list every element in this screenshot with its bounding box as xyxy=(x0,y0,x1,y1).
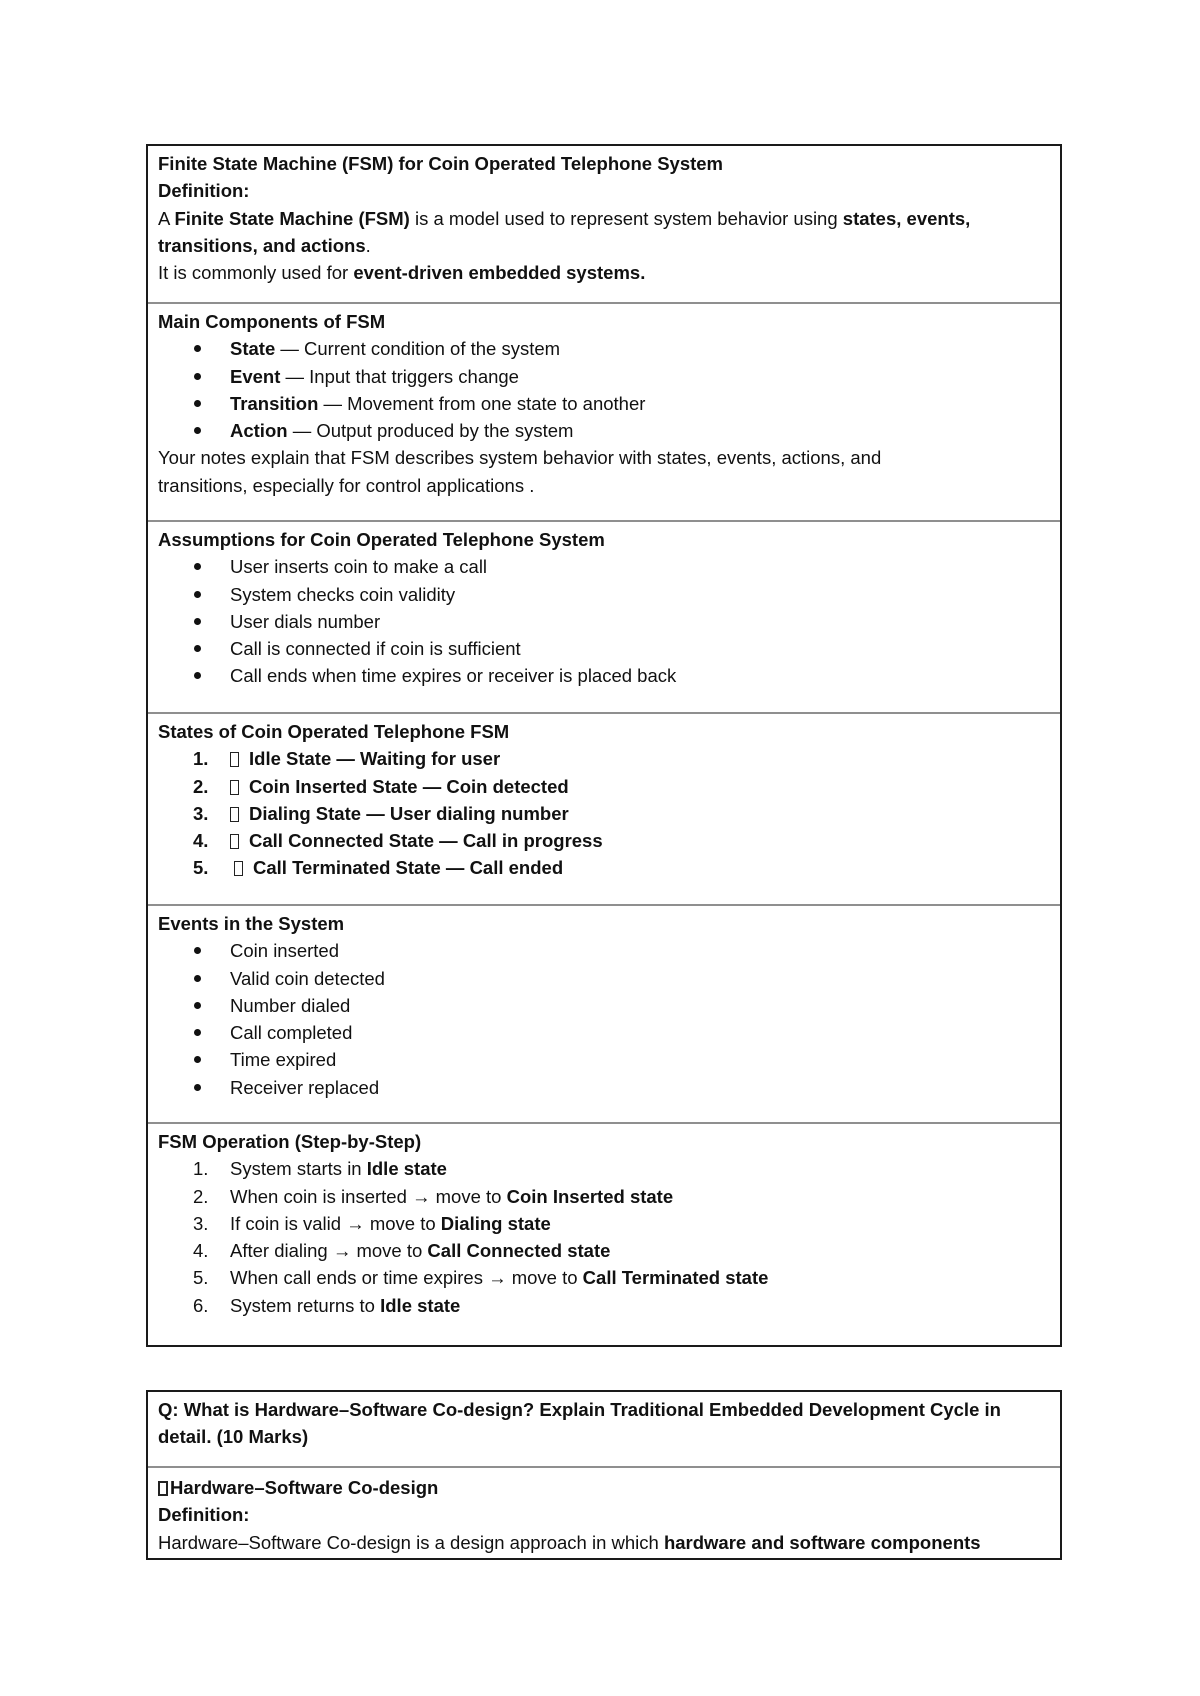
missing-glyph-icon xyxy=(234,861,243,876)
missing-glyph-icon xyxy=(230,780,239,795)
assumptions-heading: Assumptions for Coin Operated Telephone System xyxy=(158,529,605,550)
components-heading: Main Components of FSM xyxy=(158,311,386,332)
events-list xyxy=(158,937,1050,1101)
assumptions-list xyxy=(158,553,1050,689)
components-list xyxy=(158,335,1050,444)
definition-line-3: It is commonly used for event-driven embedded systems. xyxy=(158,262,646,284)
components-note-2: transitions, especially for control applications . xyxy=(158,474,535,496)
list-item: Event — Input that triggers change xyxy=(158,363,1050,390)
list-item: State — Current condition of the system xyxy=(158,335,1050,362)
list-item: User dials number xyxy=(158,608,1050,635)
codesign-heading: Hardware–Software Co-design xyxy=(158,1474,1050,1501)
list-item: System checks coin validity xyxy=(158,581,1050,608)
list-item: User inserts coin to make a call xyxy=(158,553,1050,580)
list-item: 5. When call ends or time expires → move to Call Terminated state xyxy=(193,1267,769,1289)
list-item: 2. Coin Inserted State — Coin detected xyxy=(193,775,569,797)
fsm-operation-section xyxy=(148,1122,1060,1319)
missing-glyph-icon xyxy=(230,834,239,849)
states-heading: States of Coin Operated Telephone FSM xyxy=(158,721,510,742)
codesign-table xyxy=(146,1390,1062,1560)
list-item: 3. Dialing State — User dialing number xyxy=(193,802,569,824)
fsm-table xyxy=(146,144,1062,1347)
list-item: 4. Call Connected State — Call in progress xyxy=(193,830,603,852)
list-item: Coin inserted xyxy=(158,937,1050,964)
list-item: Call ends when time expires or receiver is placed back xyxy=(158,662,1050,689)
fsm-components-section xyxy=(148,302,1060,499)
missing-glyph-icon xyxy=(230,807,239,822)
fsm-events-section xyxy=(148,904,1060,1101)
codesign-question-section xyxy=(148,1396,1060,1451)
list-item: 4. After dialing → move to Call Connected state xyxy=(193,1240,611,1262)
list-item: Call is connected if coin is sufficient xyxy=(158,635,1050,662)
fsm-assumptions-section xyxy=(148,520,1060,690)
fsm-title: Finite State Machine (FSM) for Coin Operated Telephone System xyxy=(158,153,724,174)
list-item: Receiver replaced xyxy=(158,1074,1050,1101)
list-item: Time expired xyxy=(158,1046,1050,1073)
missing-glyph-icon xyxy=(230,752,239,767)
components-note-1: Your notes explain that FSM describes system behavior with states, events, actions, and xyxy=(158,447,882,469)
fsm-definition-section xyxy=(148,150,1060,286)
fsm-states-section xyxy=(148,712,1060,882)
events-heading: Events in the System xyxy=(158,913,345,934)
question-line-2: detail. (10 Marks) xyxy=(158,1426,309,1448)
list-item: Call completed xyxy=(158,1019,1050,1046)
list-item: Transition — Movement from one state to another xyxy=(158,390,1050,417)
definition-line-1: A Finite State Machine (FSM) is a model used to represent system behavior using states, events, xyxy=(158,207,971,229)
states-list xyxy=(158,745,1050,881)
list-item: 3. If coin is valid → move to Dialing state xyxy=(193,1212,551,1234)
codesign-definition-heading: Definition: xyxy=(158,1504,250,1526)
definition-line-2: transitions, and actions. xyxy=(158,234,371,256)
list-item: Valid coin detected xyxy=(158,965,1050,992)
codesign-definition-section xyxy=(148,1466,1060,1556)
question-line-1: Q: What is Hardware–Software Co-design? Explain Traditional Embedded Development Cycle in xyxy=(158,1399,1001,1420)
missing-glyph-icon xyxy=(158,1481,168,1496)
list-item: 6. System returns to Idle state xyxy=(193,1294,461,1316)
list-item: Number dialed xyxy=(158,992,1050,1019)
list-item: 1. Idle State — Waiting for user xyxy=(193,748,501,770)
operation-heading: FSM Operation (Step-by-Step) xyxy=(158,1131,422,1152)
list-item: 1. System starts in Idle state xyxy=(193,1158,447,1180)
operation-list xyxy=(158,1155,1050,1319)
definition-heading: Definition: xyxy=(158,180,250,202)
list-item: 2. When coin is inserted → move to Coin Inserted state xyxy=(193,1185,674,1207)
list-item: 5. Call Terminated State — Call ended xyxy=(193,857,564,879)
list-item: Action — Output produced by the system xyxy=(158,417,1050,444)
codesign-definition-line: Hardware–Software Co-design is a design approach in which hardware and software components xyxy=(158,1531,981,1553)
